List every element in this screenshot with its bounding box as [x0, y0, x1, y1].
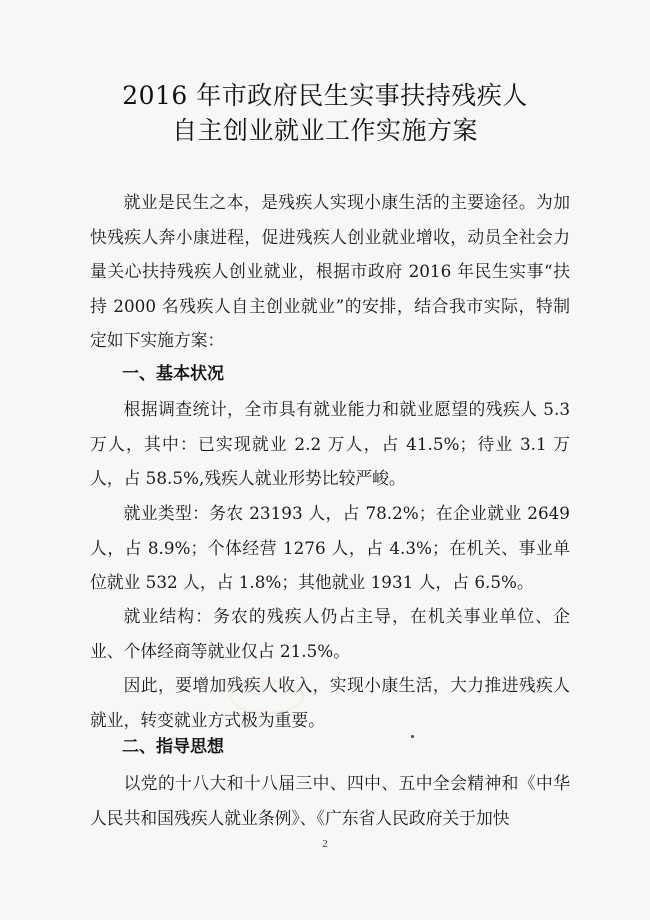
- document-title-line-1: 2016 年市政府民生实事扶持残疾人: [122, 81, 528, 110]
- page-number: 2: [322, 838, 328, 850]
- section-heading-basic-status: 一、基本状况: [122, 364, 224, 384]
- section-heading-guiding-thought: 二、指导思想: [122, 737, 224, 757]
- guiding-thought-paragraph: 以党的十八大和十八届三中、四中、五中全会精神和《中华人民共和国残疾人就业条例》、《广东省人民政府关于加快: [90, 773, 570, 828]
- intro-paragraph: 就业是民生之本，是残疾人实现小康生活的主要途径。为加快残疾人奔小康进程，促进残疾人创业就业增收，动员全社会力量关心扶持残疾人创业就业，根据市政府 2016 年民生实事“扶持 2000 名残疾人自主创业就业”的安排，结合我市实际，特制定如下实施方案：: [90, 192, 570, 350]
- document-title-line-2: 自主创业就业工作实施方案: [171, 116, 478, 145]
- scan-speck: [411, 735, 414, 738]
- employment-structure-paragraph: 就业结构：务农的残疾人仍占主导，在机关事业单位、企业、个体经商等就业仅占 21.5%。: [90, 606, 570, 661]
- conclusion-paragraph: 因此，要增加残疾人收入，实现小康生活，大力推进残疾人就业，转变就业方式极为重要。: [90, 675, 570, 730]
- faint-stamp-mark: [230, 680, 304, 714]
- survey-paragraph: 根据调查统计，全市具有就业能力和就业愿望的残疾人 5.3 万人，其中：已实现就业 2.2 万人，占 41.5%；待业 3.1 万人，占 58.5%,残疾人就业形势比较严峻。: [90, 399, 570, 488]
- employment-types-paragraph: 就业类型：务农 23193 人，占 78.2%；在企业就业 2649 人，占 8.9%；个体经营 1276 人，占 4.3%；在机关、事业单位就业 532 人，占 1.8%；其他就业 1931 人，占 6.5%。: [90, 503, 570, 592]
